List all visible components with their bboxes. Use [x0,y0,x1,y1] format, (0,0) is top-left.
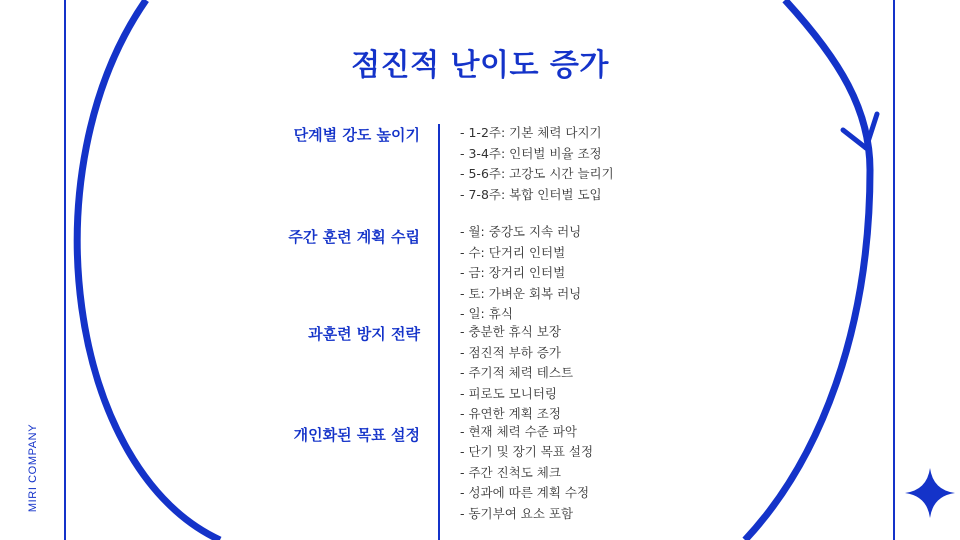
detail-item: - 일: 휴식 [460,306,513,321]
detail-item: - 성과에 따른 계획 수정 [460,485,590,500]
brand-name: MIRI COMPANY [27,423,39,513]
detail-item: - 충분한 휴식 보장 [460,324,561,339]
detail-item: - 7-8주: 복합 인터벌 도입 [460,187,602,202]
four-point-star-icon [905,468,955,518]
detail-item: - 피로도 모니터링 [460,386,557,401]
slide-title: 점진적 난이도 증가 [351,48,609,83]
section-label-intensity: 단계별 강도 높이기 [293,126,420,144]
section-label-weekly-plan: 주간 훈련 계획 수립 [288,228,420,246]
detail-item: - 토: 가벼운 회복 러닝 [460,286,582,301]
detail-item: - 주기적 체력 테스트 [460,365,574,380]
detail-item: - 주간 진척도 체크 [460,465,561,480]
detail-item: - 현재 체력 수준 파악 [460,424,578,439]
section-label-personal-goals: 개인화된 목표 설정 [293,426,420,444]
detail-item: - 1-2주: 기본 체력 다지기 [460,125,602,140]
detail-item: - 금: 장거리 인터벌 [460,265,566,280]
center-divider [438,124,440,540]
detail-item: - 수: 단거리 인터벌 [460,245,566,260]
detail-item: - 3-4주: 인터벌 비율 조정 [460,146,602,161]
section-label-overtraining: 과훈련 방지 전략 [308,325,420,343]
detail-item: - 5-6주: 고강도 시간 늘리기 [460,166,614,181]
detail-item: - 단기 및 장기 목표 설정 [460,444,594,459]
detail-item: - 동기부여 요소 포함 [460,506,574,521]
detail-item: - 월: 중강도 지속 러닝 [460,224,582,239]
detail-item: - 점진적 부하 증가 [460,345,561,360]
detail-item: - 유연한 계획 조정 [460,406,561,421]
